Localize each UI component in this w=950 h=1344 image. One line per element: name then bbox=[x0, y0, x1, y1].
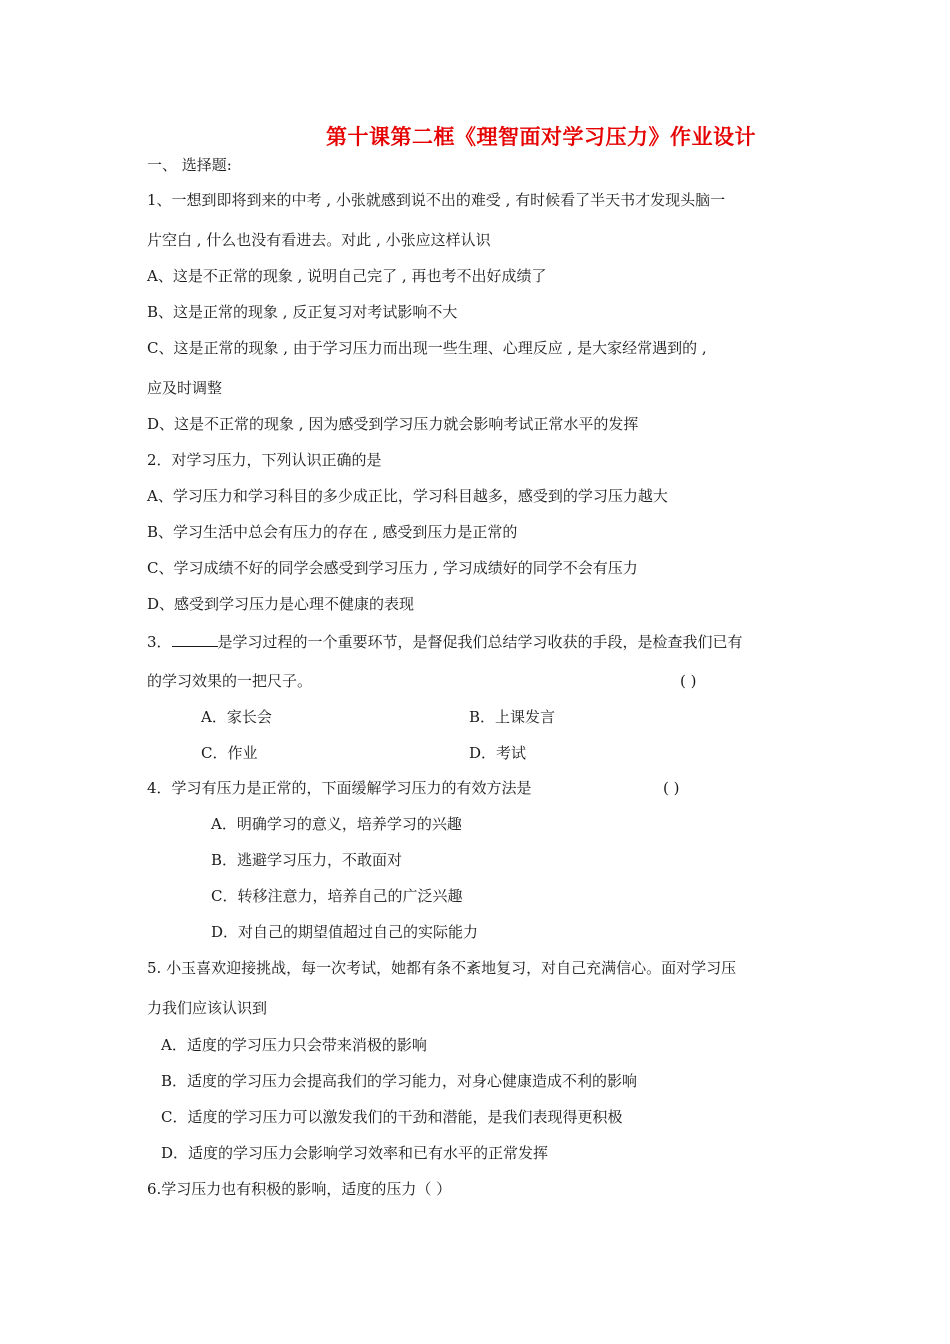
q2-option-c: C、学习成绩不好的同学会感受到学习压力 , 学习成绩好的同学不会有压力 bbox=[147, 559, 638, 577]
q4-stem: 4．学习有压力是正常的，下面缓解学习压力的有效方法是 bbox=[147, 779, 532, 797]
q5-stem-line1: 5. 小玉喜欢迎接挑战，每一次考试，她都有条不紊地复习，对自己充满信心。面对学习压 bbox=[147, 959, 737, 977]
q2-option-b: B、学习生活中总会有压力的存在 , 感受到压力是正常的 bbox=[147, 523, 518, 541]
q1-option-a: A、这是不正常的现象 , 说明自己完了 , 再也考不出好成绩了 bbox=[147, 267, 547, 285]
q4-option-a: A．明确学习的意义，培养学习的兴趣 bbox=[211, 815, 462, 833]
q5-option-c: C．适度的学习压力可以激发我们的干劲和潜能，是我们表现得更积极 bbox=[161, 1108, 623, 1126]
q5-option-a: A．适度的学习压力只会带来消极的影响 bbox=[161, 1036, 427, 1054]
q4-answer-paren: ( ) bbox=[663, 779, 680, 797]
q1-option-c-line2: 应及时调整 bbox=[147, 379, 223, 397]
q5-stem-line2: 力我们应该认识到 bbox=[147, 999, 268, 1017]
q3-fill-blank bbox=[172, 632, 218, 647]
q3-option-d: D．考试 bbox=[469, 744, 527, 762]
q3-option-a: A．家长会 bbox=[201, 708, 272, 726]
section-heading: 一、 选择题: bbox=[147, 156, 232, 174]
q2-option-d: D、感受到学习压力是心理不健康的表现 bbox=[147, 595, 415, 613]
q1-option-b: B、这是正常的现象 , 反正复习对考试影响不大 bbox=[147, 303, 458, 321]
q1-stem-line2: 片空白 , 什么也没有看进去。对此 , 小张应这样认识 bbox=[147, 231, 491, 249]
q3-option-c: C．作业 bbox=[201, 744, 258, 762]
q3-number: 3． bbox=[147, 633, 172, 651]
q5-option-d: D．适度的学习压力会影响学习效率和已有水平的正常发挥 bbox=[161, 1144, 549, 1162]
q3-stem-line2: 的学习效果的一把尺子。 bbox=[147, 672, 313, 690]
document-title: 第十课第二框《理智面对学习压力》作业设计 bbox=[326, 124, 756, 149]
q6-stem: 6.学习压力也有积极的影响，适度的压力（ ） bbox=[147, 1180, 452, 1198]
q4-option-d: D．对自己的期望值超过自己的实际能力 bbox=[211, 923, 479, 941]
q2-option-a: A、学习压力和学习科目的多少成正比，学习科目越多，感受到的学习压力越大 bbox=[147, 487, 668, 505]
q1-option-c-line1: C、这是正常的现象 , 由于学习压力而出现一些生理、心理反应 , 是大家经常遇到的 , bbox=[147, 339, 707, 357]
q4-option-c: C．转移注意力，培养自己的广泛兴趣 bbox=[211, 887, 463, 905]
q1-option-d: D、这是不正常的现象 , 因为感受到学习压力就会影响考试正常水平的发挥 bbox=[147, 415, 639, 433]
q3-stem-line1 bbox=[147, 632, 743, 652]
q4-option-b: B．逃避学习压力，不敢面对 bbox=[211, 851, 403, 869]
q3-option-b: B．上课发言 bbox=[469, 708, 556, 726]
q1-stem-line1: 1、一想到即将到来的中考 , 小张就感到说不出的难受 , 有时候看了半天书才发现头脑一 bbox=[147, 191, 726, 209]
q5-option-b: B．适度的学习压力会提高我们的学习能力，对身心健康造成不利的影响 bbox=[161, 1072, 638, 1090]
q2-stem: 2．对学习压力，下列认识正确的是 bbox=[147, 451, 382, 469]
q3-stem-text: 是学习过程的一个重要环节，是督促我们总结学习收获的手段，是检查我们已有 bbox=[217, 633, 743, 651]
q3-answer-paren: ( ) bbox=[680, 672, 697, 690]
